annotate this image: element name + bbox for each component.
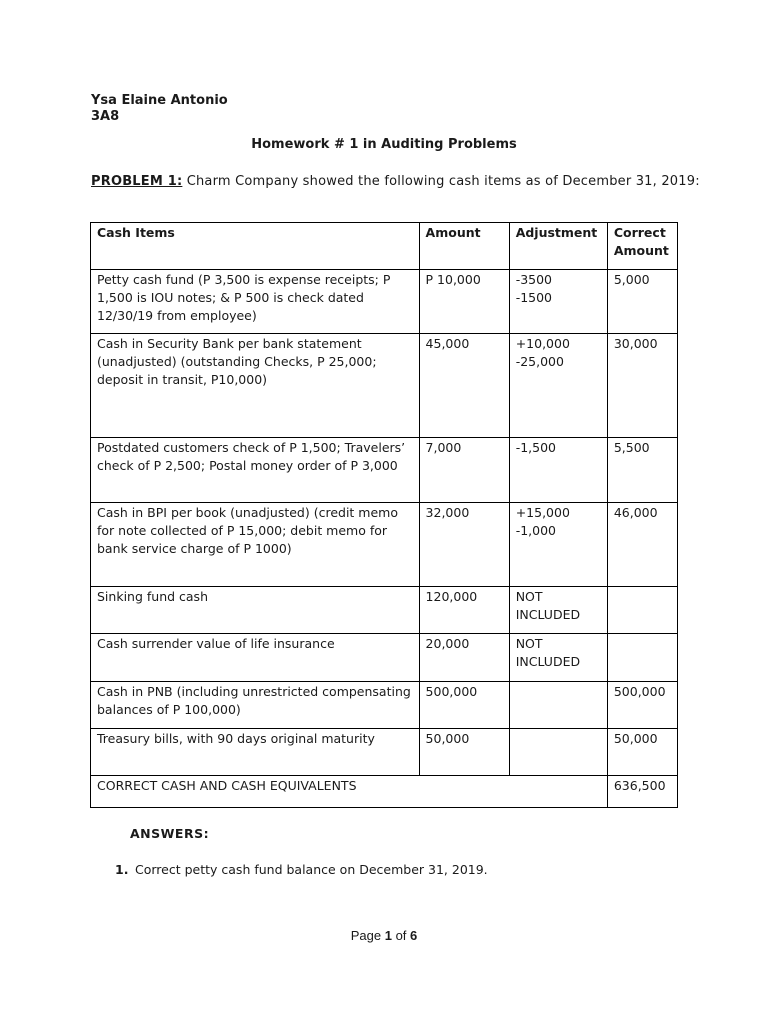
cell-correct: 50,000 [607,729,677,776]
header-adjustment: Adjustment [509,223,607,270]
adjustment-line: -3500 [515,272,553,287]
author-name: Ysa Elaine Antonio [91,93,228,108]
cell-item: Sinking fund cash [91,587,420,634]
adjustment-line: INCLUDED [515,654,581,669]
cell-adjustment [509,729,607,776]
cell-item: Petty cash fund (P 3,500 is expense receipts; P 1,500 is IOU notes; & P 500 is check dated 12/30/19 from employee) [91,270,420,334]
cell-item: Postdated customers check of P 1,500; Travelers’ check of P 2,500; Postal money order of P 3,000 [91,438,420,503]
page-title: Homework # 1 in Auditing Problems [251,137,517,152]
total-value: 636,500 [607,776,677,808]
page-footer [0,928,768,943]
cell-adjustment [509,503,607,587]
cell-correct: 5,000 [607,270,677,334]
cell-adjustment [509,334,607,438]
question-text: Correct petty cash fund balance on December 31, 2019. [135,862,488,877]
total-label: CORRECT CASH AND CASH EQUIVALENTS [91,776,608,808]
footer-of: of [391,928,411,943]
question-item [115,862,488,877]
cell-correct [607,634,677,682]
header-correct-amount [607,223,677,270]
answers-heading: ANSWERS: [130,826,210,841]
cell-amount: P 10,000 [419,270,509,334]
header-amount: Amount [419,223,509,270]
cell-item: Cash surrender value of life insurance [91,634,420,682]
cell-item: Cash in Security Bank per bank statement (unadjusted) (outstanding Checks, P 25,000; deposit in transit, P10,000) [91,334,420,438]
cell-adjustment [509,634,607,682]
cell-amount: 20,000 [419,634,509,682]
adjustment-line: -1,000 [515,523,556,538]
adjustment-line: -1,500 [515,440,556,455]
problem-label: PROBLEM 1: [91,174,183,189]
cell-adjustment [509,270,607,334]
cell-amount: 50,000 [419,729,509,776]
cash-items-table [90,222,678,808]
header-correct-line1: Correct [613,225,666,240]
adjustment-line: NOT [515,636,543,651]
adjustment-line: INCLUDED [515,607,581,622]
adjustment-line: NOT [515,589,543,604]
adjustment-line: -1500 [515,290,553,305]
cell-correct: 5,500 [607,438,677,503]
cell-adjustment [509,587,607,634]
table-row [91,682,678,729]
cell-item: Treasury bills, with 90 days original maturity [91,729,420,776]
adjustment-line: -25,000 [515,354,564,369]
header-correct-line2: Amount [613,243,669,258]
table-row [91,634,678,682]
cell-correct [607,587,677,634]
header-cash-items: Cash Items [91,223,420,270]
problem-statement [91,174,700,189]
table-header-row [91,223,678,270]
cell-adjustment [509,438,607,503]
table-row [91,270,678,334]
table-row [91,438,678,503]
cell-correct: 500,000 [607,682,677,729]
problem-text: Charm Company showed the following cash items as of December 31, 2019: [182,174,700,189]
question-number: 1. [115,862,129,877]
cell-amount: 500,000 [419,682,509,729]
cell-amount: 7,000 [419,438,509,503]
cell-adjustment [509,682,607,729]
author-section: 3A8 [91,109,120,124]
cell-correct: 46,000 [607,503,677,587]
footer-page-total: 6 [410,928,418,943]
cell-amount: 32,000 [419,503,509,587]
table-row [91,503,678,587]
adjustment-line: +10,000 [515,336,570,351]
footer-page-number: 1 [384,928,392,943]
cell-item: Cash in BPI per book (unadjusted) (credit memo for note collected of P 15,000; debit memo for bank service charge of P 1000) [91,503,420,587]
table-row [91,587,678,634]
table-row [91,334,678,438]
cell-item: Cash in PNB (including unrestricted compensating balances of P 100,000) [91,682,420,729]
adjustment-line: +15,000 [515,505,570,520]
cell-amount: 120,000 [419,587,509,634]
table-total-row [91,776,678,808]
cell-amount: 45,000 [419,334,509,438]
table-row [91,729,678,776]
author-block [91,93,228,125]
footer-prefix: Page [350,928,385,943]
cell-correct: 30,000 [607,334,677,438]
